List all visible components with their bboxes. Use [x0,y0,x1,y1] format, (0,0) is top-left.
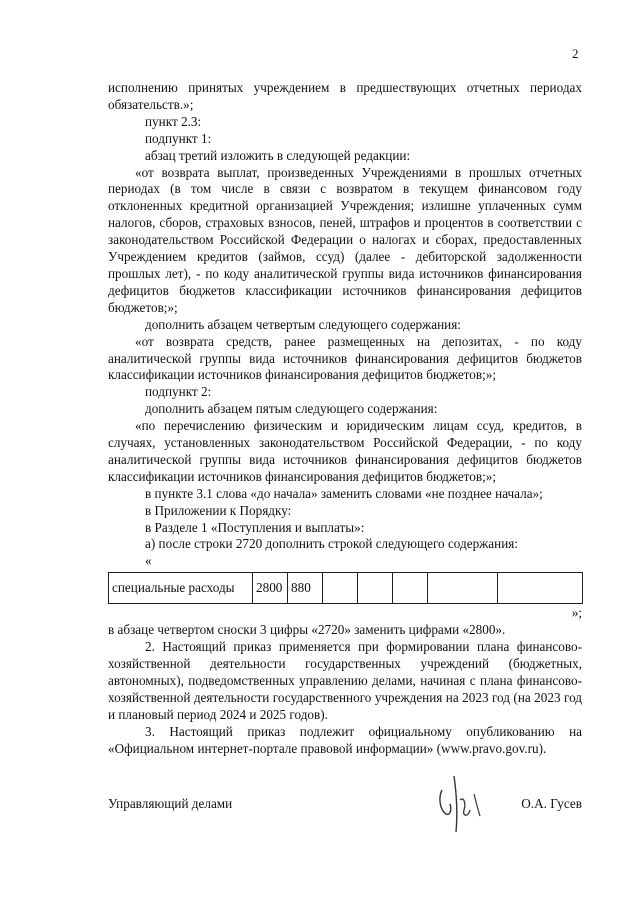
paragraph-after-row: а) после строки 2720 дополнить строкой следующего содержания: [145,536,518,552]
signer-name: О.А. Гусев [521,796,582,811]
paragraph-subpoint-2: подпункт 2: [145,384,212,400]
paragraph-item-2: 2. Настоящий приказ применяется при формировании плана финансово-хозяйственной деятельности государственных учреждений (бюджетных, автономных), подведомственных управлению делами, начиная с плана финансово-хозяйственной деятельности государственного учреждения на 2023 год (на 2023 год и плановый период 2024 и 2025 годов). [108,639,582,722]
paragraph-appendix: в Приложении к Порядку: [145,502,292,518]
table-cell-empty [323,573,358,604]
paragraph-add-fifth: дополнить абзацем пятым следующего содержания: [145,401,438,417]
inserted-row-table [108,572,583,604]
quote-open-mark: « [145,553,152,569]
paragraph-abzac-three: абзац третий изложить в следующей редакции: [145,147,411,163]
signer-title: Управляющий делами [108,796,233,811]
table-cell-empty [393,573,428,604]
paragraph-add-fourth: дополнить абзацем четвертым следующего содержания: [145,316,461,332]
table-cell-empty [358,573,393,604]
paragraph-footnote-change: в абзаце четвертом сноски 3 цифры «2720» заменить цифрами «2800». [108,622,506,638]
paragraph-point-3-1: в пункте 3.1 слова «до начала» заменить словами «не позднее начала»; [145,485,543,501]
table-cell-kbk: 880 [288,573,323,604]
document-body [108,80,582,757]
table-cell-row-code: 2800 [253,573,288,604]
paragraph-quote-deposits: «от возврата средств, ранее размещенных на депозитах, - по коду аналитической группы вида источников финансирования дефицитов бюджетов классификации источников финансирования дефицитов бюджетов;»; [108,333,582,383]
table-cell-empty [428,573,498,604]
handwritten-signature [430,770,490,838]
paragraph-item-3: 3. Настоящий приказ подлежит официальному опубликованию на «Официальном интернет-портале правовой информации» (www.pravo.gov.ru). [108,723,582,756]
table-cell-name: специальные расходы [109,573,253,604]
page-number: 2 [572,46,579,61]
paragraph-subpoint-1: подпункт 1: [145,130,212,146]
paragraph-quote-loans: «по перечислению физическим и юридическим лицам ссуд, кредитов, в случаях, установленных законодательством Российской Федерации, - по коду аналитической группы вида источников финансирования дефицитов бюджетов классификации источников финансирования дефицитов бюджетов;»; [108,418,582,484]
quote-close-mark: »; [571,605,582,621]
paragraph-quote-returns: «от возврата выплат, произведенных Учреждениями в прошлых отчетных периодах (в том числе в связи с возвратом в текущем финансовом году отклоненных кредитной организацией Учреждения; излишне уплаченных сумм налогов, сборов, страховых взносов, пеней, штрафов и процентов в соответствии с законодательством Российской Федерации о налогах и сборах, предоставленных Учреждением кредитов (займов, ссуд) (далее - дебиторской задолженности прошлых лет), - по коду аналитической группы вида источников финансирования дефицитов бюджетов классификации источников финансирования дефицитов бюджетов;»; [108,164,582,315]
table-cell-empty [498,573,583,604]
paragraph-section-1: в Разделе 1 «Поступления и выплаты»: [145,519,365,535]
table-row [109,573,583,604]
signature-block [108,796,582,820]
paragraph-continuation: исполнению принятых учреждением в предшествующих отчетных периодах обязательств.»; [108,80,582,112]
paragraph-point-2-3: пункт 2.3: [145,113,202,129]
